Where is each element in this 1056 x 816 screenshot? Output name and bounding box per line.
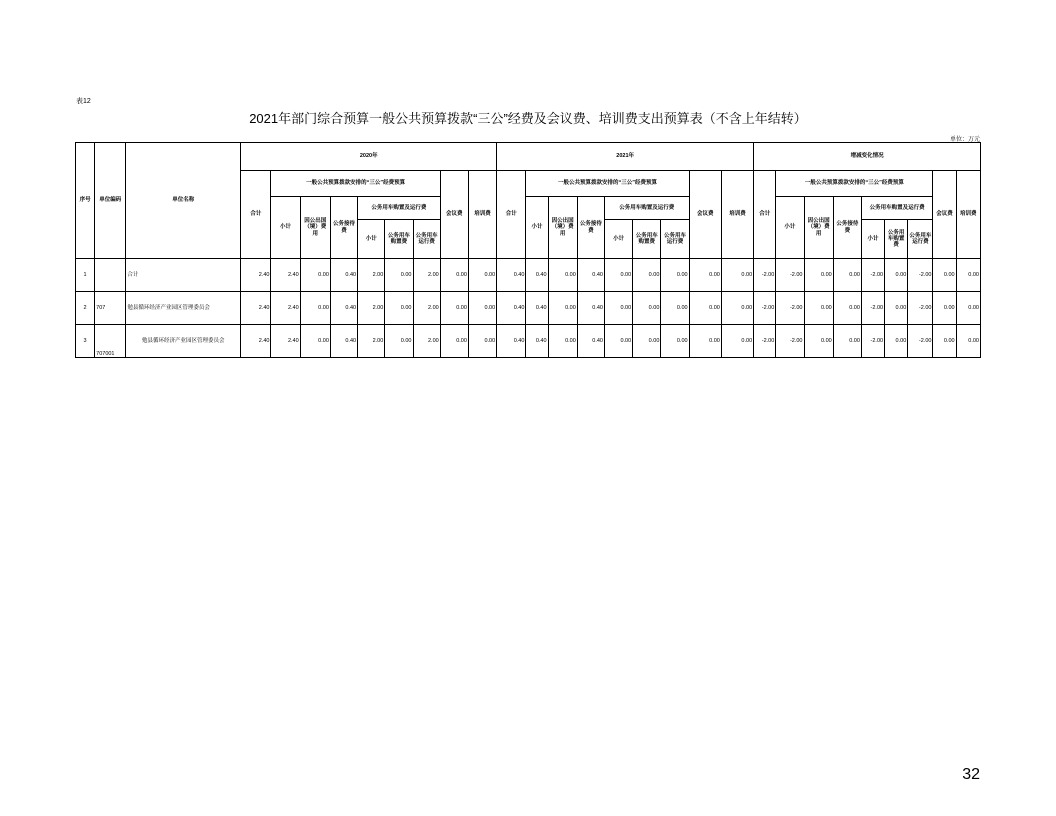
header-year-2020: 2020年: [241, 143, 497, 171]
value-cell: -2.00: [776, 259, 804, 292]
value-cell: 0.00: [385, 259, 413, 292]
header-vehicle-subtotal: 小计: [358, 220, 385, 259]
row-code-cell: 707: [95, 292, 126, 325]
value-cell: -2.00: [908, 292, 933, 325]
value-cell: 0.40: [497, 259, 526, 292]
value-cell: 0.00: [440, 325, 468, 358]
value-cell: 0.00: [468, 325, 496, 358]
value-cell: 0.00: [633, 292, 661, 325]
unit-label: 单位：万元: [949, 137, 980, 143]
header-vehicle-subtotal: 小计: [604, 220, 632, 259]
row-name-cell: 合计: [126, 259, 241, 292]
header-sangong: 一般公共预算拨款安排的“三公”经费预算: [271, 171, 440, 197]
row-seq-cell: 3: [76, 325, 95, 358]
value-cell: 0.00: [885, 259, 908, 292]
value-cell: 0.00: [689, 259, 721, 292]
value-cell: 0.00: [956, 259, 980, 292]
value-cell: 0.40: [577, 292, 604, 325]
value-cell: 0.00: [633, 259, 661, 292]
value-cell: -2.00: [861, 292, 884, 325]
header-meeting: 会议费: [933, 171, 956, 259]
table-row: [76, 292, 981, 325]
header-abroad: 因公出国（境）费用: [300, 197, 330, 259]
value-cell: 0.00: [885, 325, 908, 358]
value-cell: -2.00: [776, 292, 804, 325]
value-cell: 0.00: [956, 325, 980, 358]
header-reception: 公务接待费: [330, 197, 357, 259]
page-number: 32: [962, 766, 980, 783]
value-cell: 2.40: [241, 292, 271, 325]
value-cell: 0.00: [689, 292, 721, 325]
budget-table: [75, 142, 981, 358]
header-subtotal: 小计: [526, 197, 548, 259]
value-cell: 0.00: [385, 292, 413, 325]
value-cell: 2.40: [271, 325, 300, 358]
value-cell: 2.00: [413, 325, 440, 358]
header-meeting: 会议费: [440, 171, 468, 259]
value-cell: -2.00: [908, 259, 933, 292]
header-total: 合计: [754, 171, 776, 259]
document-title: 2021年部门综合预算一般公共预算拨款“三公”经费及会议费、培训费支出预算表（不含上年结转）: [249, 111, 807, 126]
header-total: 合计: [241, 171, 271, 259]
value-cell: 0.40: [497, 325, 526, 358]
value-cell: 0.00: [604, 259, 632, 292]
value-cell: 0.40: [526, 325, 548, 358]
header-reception: 公务接待费: [577, 197, 604, 259]
header-abroad: 因公出国（境）费用: [548, 197, 577, 259]
value-cell: -2.00: [861, 325, 884, 358]
value-cell: 2.00: [358, 292, 385, 325]
value-cell: 0.00: [604, 292, 632, 325]
value-cell: -2.00: [908, 325, 933, 358]
row-name-cell: 勉县循环经济产业园区管理委员会: [126, 325, 241, 358]
header-vehicle-purchase: 公务用车购置费: [885, 220, 908, 259]
value-cell: 0.00: [885, 292, 908, 325]
header-vehicle-group: 公务用车购置及运行费: [358, 197, 441, 220]
row-seq-cell: 2: [76, 292, 95, 325]
value-cell: -2.00: [754, 292, 776, 325]
value-cell: -2.00: [754, 325, 776, 358]
header-training: 培训费: [956, 171, 980, 259]
value-cell: -2.00: [754, 259, 776, 292]
value-cell: -2.00: [776, 325, 804, 358]
value-cell: 0.00: [833, 259, 861, 292]
header-vehicle-group: 公务用车购置及运行费: [861, 197, 933, 220]
header-vehicle-subtotal: 小计: [861, 220, 884, 259]
value-cell: 0.00: [721, 259, 753, 292]
row-seq-cell: 1: [76, 259, 95, 292]
value-cell: 0.00: [300, 259, 330, 292]
header-seq: 序号: [76, 143, 95, 259]
value-cell: 0.00: [548, 325, 577, 358]
value-cell: 2.00: [413, 259, 440, 292]
value-cell: 0.40: [577, 259, 604, 292]
value-cell: 2.40: [241, 259, 271, 292]
header-vehicle-purchase: 公务用车购置费: [385, 220, 413, 259]
value-cell: 0.40: [497, 292, 526, 325]
value-cell: 0.00: [633, 325, 661, 358]
header-training: 培训费: [721, 171, 753, 259]
value-cell: 0.40: [526, 259, 548, 292]
header-vehicle-purchase: 公务用车购置费: [633, 220, 661, 259]
header-change: 增减变化情况: [754, 143, 981, 171]
row-code-cell: 707001: [95, 325, 126, 358]
value-cell: 0.00: [440, 259, 468, 292]
value-cell: 0.00: [833, 292, 861, 325]
value-cell: 0.40: [330, 325, 357, 358]
value-cell: 0.00: [385, 325, 413, 358]
value-cell: 0.00: [661, 259, 689, 292]
value-cell: 0.00: [440, 292, 468, 325]
value-cell: 0.00: [548, 292, 577, 325]
header-code: 单位编码: [95, 143, 126, 259]
value-cell: 0.40: [330, 292, 357, 325]
header-vehicle-group: 公务用车购置及运行费: [604, 197, 689, 220]
header-abroad: 因公出国（境）费用: [804, 197, 833, 259]
value-cell: 2.00: [358, 259, 385, 292]
value-cell: 0.00: [833, 325, 861, 358]
value-cell: 2.00: [358, 325, 385, 358]
row-code-cell: [95, 259, 126, 292]
value-cell: 0.00: [933, 292, 956, 325]
header-training: 培训费: [468, 171, 496, 259]
value-cell: 0.00: [804, 325, 833, 358]
value-cell: 0.00: [604, 325, 632, 358]
header-reception: 公务接待费: [833, 197, 861, 259]
header-year-2021: 2021年: [497, 143, 754, 171]
table-number: 表12: [76, 98, 91, 105]
value-cell: 2.40: [271, 292, 300, 325]
header-name: 单位名称: [126, 143, 241, 259]
value-cell: 0.00: [468, 259, 496, 292]
value-cell: 2.40: [271, 259, 300, 292]
header-sangong: 一般公共预算拨款安排的“三公”经费预算: [776, 171, 933, 197]
value-cell: 0.00: [300, 292, 330, 325]
header-vehicle-operation: 公务用车运行费: [413, 220, 440, 259]
header-subtotal: 小计: [271, 197, 300, 259]
header-row-years: [76, 143, 981, 171]
value-cell: 0.00: [548, 259, 577, 292]
value-cell: 0.00: [661, 292, 689, 325]
value-cell: 2.40: [241, 325, 271, 358]
value-cell: 0.00: [721, 292, 753, 325]
header-meeting: 会议费: [689, 171, 721, 259]
value-cell: 0.40: [330, 259, 357, 292]
value-cell: 0.00: [933, 259, 956, 292]
header-sangong: 一般公共预算拨款安排的“三公”经费预算: [526, 171, 689, 197]
value-cell: -2.00: [861, 259, 884, 292]
header-vehicle-operation: 公务用车运行费: [661, 220, 689, 259]
value-cell: 0.00: [689, 325, 721, 358]
value-cell: 0.00: [468, 292, 496, 325]
row-name-cell: 勉县循环经济产业园区管理委员会: [126, 292, 241, 325]
value-cell: 2.00: [413, 292, 440, 325]
value-cell: 0.00: [661, 325, 689, 358]
header-vehicle-operation: 公务用车运行费: [908, 220, 933, 259]
value-cell: 0.00: [721, 325, 753, 358]
value-cell: 0.00: [804, 259, 833, 292]
table-row: [76, 325, 981, 358]
value-cell: 0.40: [577, 325, 604, 358]
value-cell: 0.00: [300, 325, 330, 358]
header-total: 合计: [497, 171, 526, 259]
value-cell: 0.00: [804, 292, 833, 325]
table-row: [76, 259, 981, 292]
value-cell: 0.00: [933, 325, 956, 358]
value-cell: 0.00: [956, 292, 980, 325]
value-cell: 0.40: [526, 292, 548, 325]
header-subtotal: 小计: [776, 197, 804, 259]
